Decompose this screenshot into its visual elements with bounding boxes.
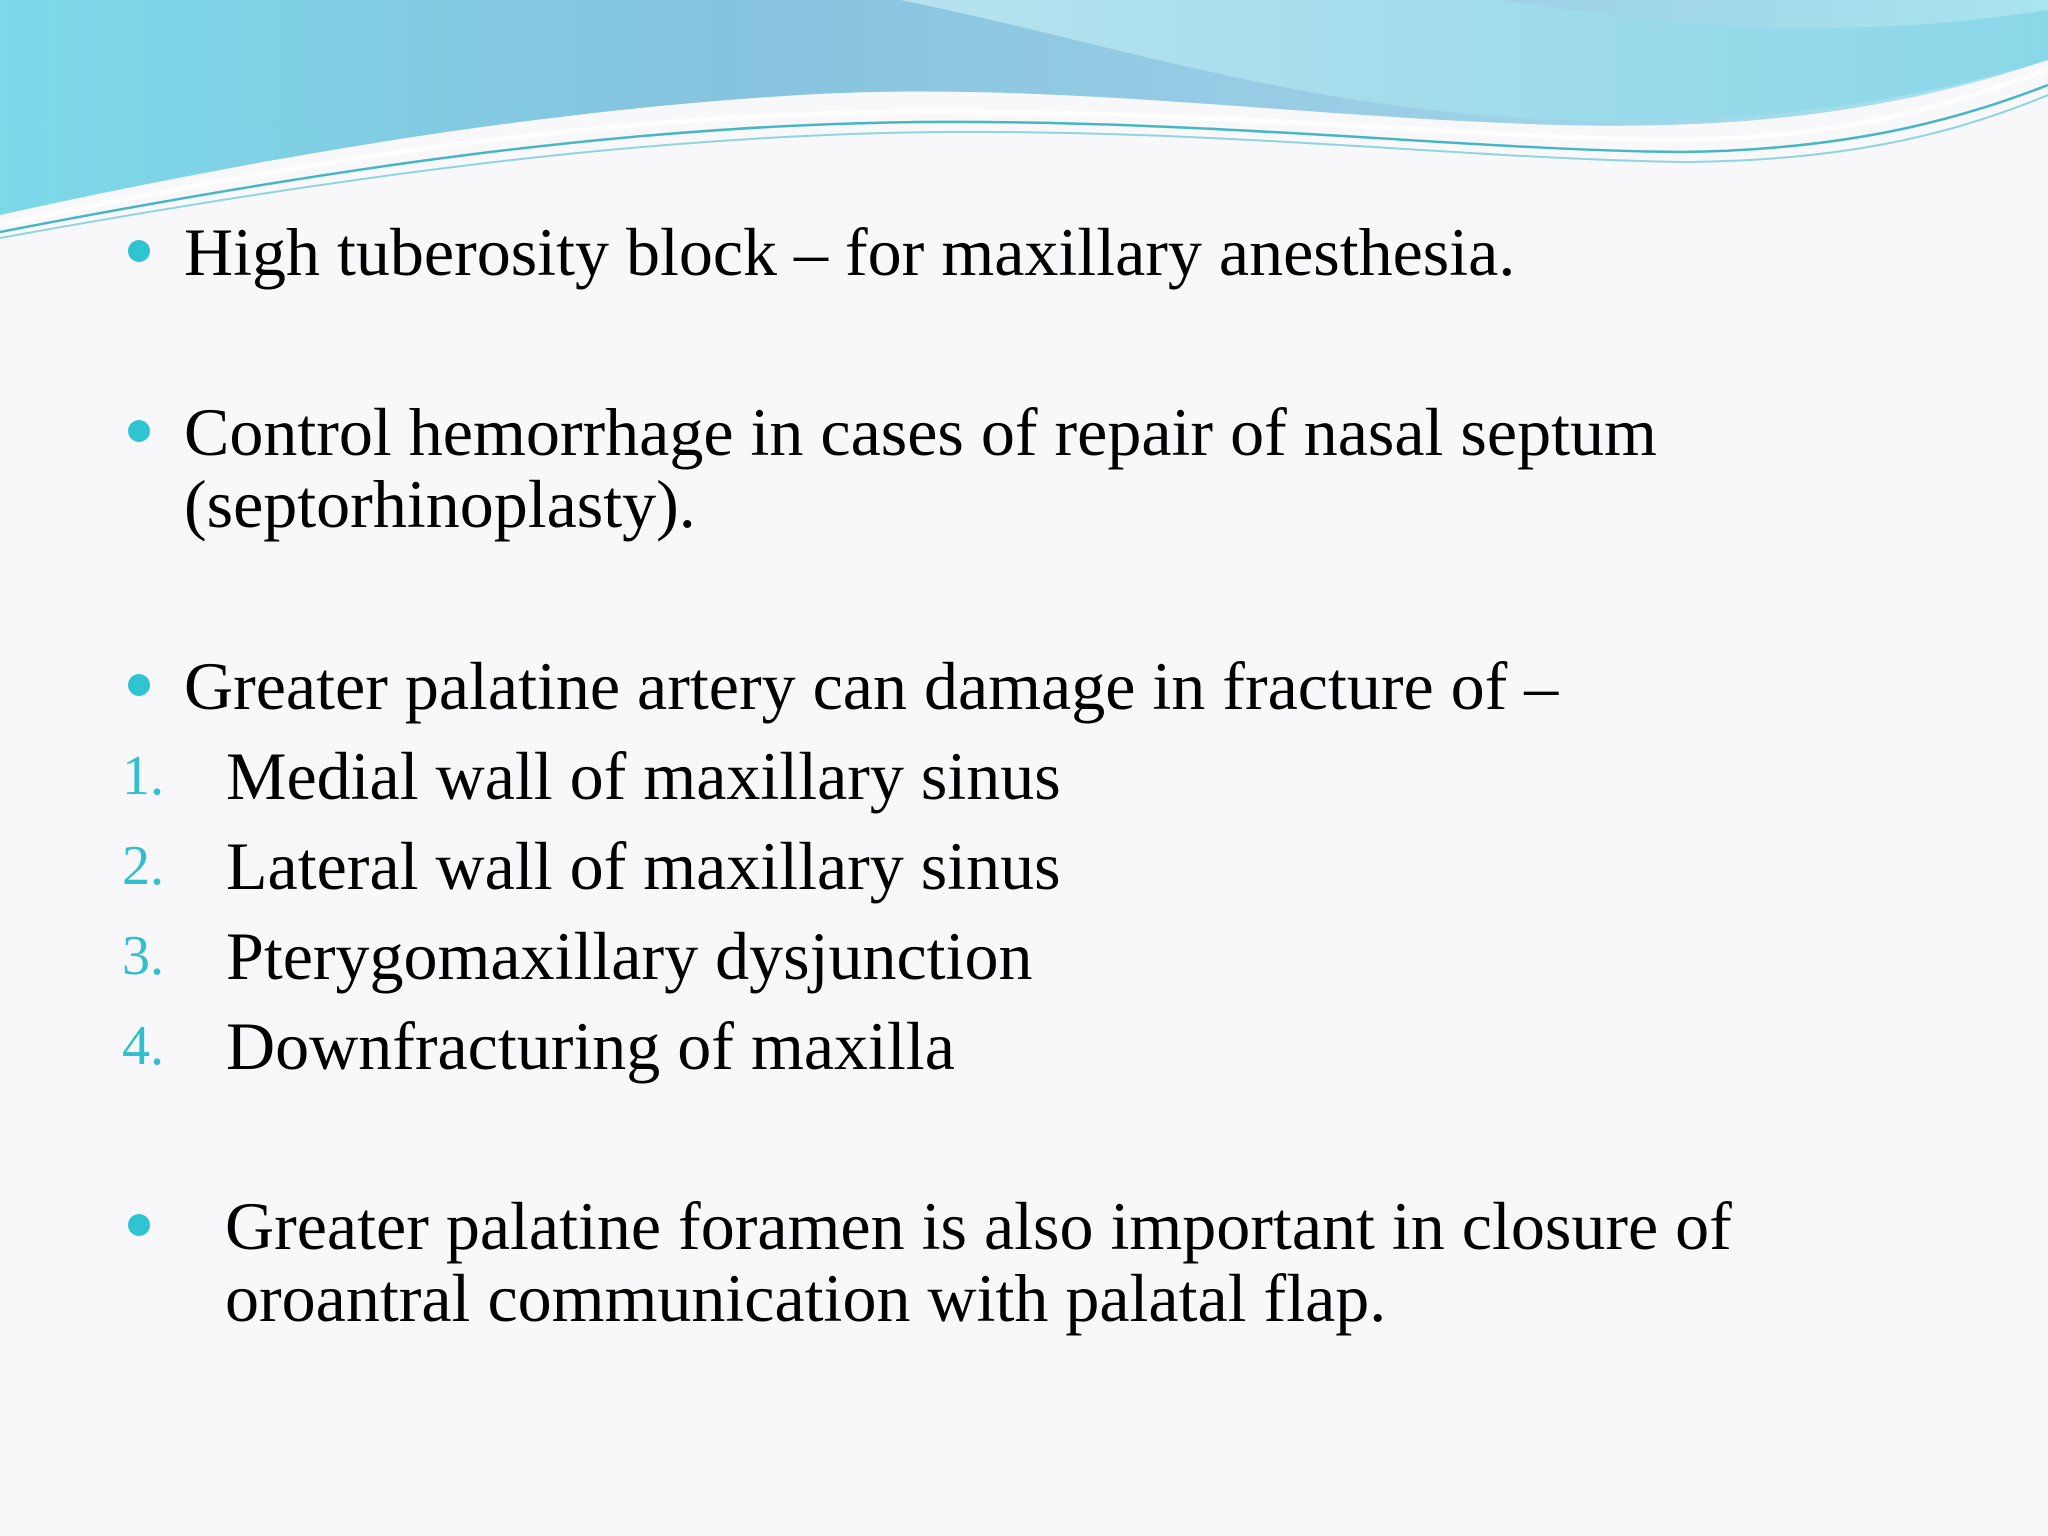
bullet-dot-icon <box>128 420 150 442</box>
list-item-text: Lateral wall of maxillary sinus <box>226 828 1061 904</box>
list-number: 1. <box>122 745 164 807</box>
bullet-dot-icon <box>128 1214 150 1236</box>
list-item-text: Medial wall of maxillary sinus <box>226 738 1061 814</box>
list-number: 3. <box>122 925 164 987</box>
bullet-text: Greater palatine artery can damage in fracture of – <box>184 648 1559 724</box>
bullet-text <box>225 1190 1985 1334</box>
bullet-text-line: (septorhinoplasty). <box>184 466 696 542</box>
list-item-text: Pterygomaxillary dysjunction <box>226 918 1033 994</box>
bullet-dot-icon <box>128 240 150 262</box>
bullet-dot-icon <box>128 674 150 696</box>
list-number: 2. <box>122 835 164 897</box>
list-item-text: Downfracturing of maxilla <box>226 1008 955 1084</box>
bullet-text-line: Greater palatine foramen is also important in closure of <box>225 1188 1732 1264</box>
bullet-text-line: oroantral communication with palatal flap. <box>225 1260 1387 1336</box>
bullet-text-line: Control hemorrhage in cases of repair of nasal septum <box>184 394 1657 470</box>
list-number: 4. <box>122 1015 164 1077</box>
bullet-text <box>184 396 1944 540</box>
bullet-text: High tuberosity block – for maxillary anesthesia. <box>184 214 1516 290</box>
